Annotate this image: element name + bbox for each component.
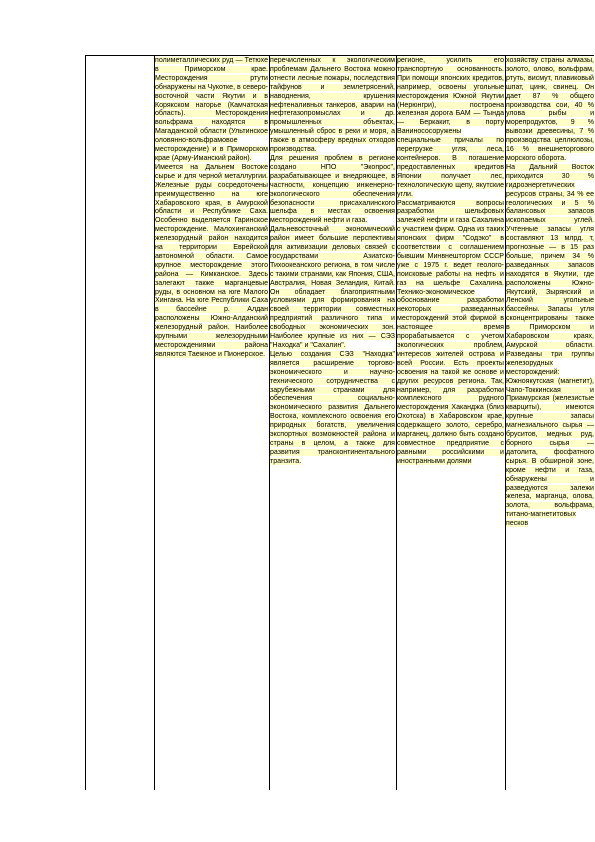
table-top-border [85,55,594,56]
text-column-3 [397,57,504,792]
column-text: хозяйству страны алмазы, золото, олово, вольфрам, ртуть, висмут, плавиковый шпат, цинк, свинец. Он дает 87 % общего производства сои, 40 % улова рыбы и морепродуктов, 9 % вывозки древесины, 7 % производства целлюлозы, 16 % внешнеторгового морского оборота. На Дальний Восток приходится 30 % гидроэнергетических ресурсов страны, 34 % ее геологических и 5 % балансовых запасов ископаемых углей. Учтенные запасы угля составляют 13 млрд. т, прогнозные — в 15 раз больше, причем 34 % разведанных запасов находятся в Якутии, где расположены Южно-Якутский, Зырянский и Ленский угольные бассейны. Запасы угля сконцентрированы также в Приморском и Хабаровском краях, Амурской области. Разведаны три группы железорудных месторождений: Южноякутская (магнетит), Чапо-Токкинская и Приамурская (железистые кварциты), имеются крупные запасы магнезиального сырья — бруситов, медных руд, борного сырья — датолита, фосфатного сырья. В обширной зоне, кроме нефти и газа, обнаружены и разведуются залежи железа, марганца, олова, золота, вольфрама, титано-магнетитовых песков [506,57,594,528]
column-text: перечисленных к экологическим проблемам Дальнего Востока можно отнести лесные пожары, последствия тайфунов и землетрясений, наводнения, крушения нефтеналивных танкеров, аварии на нефтегазопромыслах и др. промышленных объектах, умышленный сброс в реки и моря, а также в атмосферу вредных отходов производства. Для решения проблем в регионе создано НПО "Экопрос", разрабатывающее и внедряющее, в частности, концепцию инженерно-экологического обеспечения безопасности присахалинского шельфа в местах освоения месторождений нефти и газа. Дальневосточный экономический район имеет большие перспективы для активизации деловых связей с государствами Азиатско-Тихоокеанского региона, в том числе с такими странами, как Япония, США, Австралия, Новая Зеландия, Китай. Он обладает благоприятными условиями для формирования на своей территории совместных предприятий различного типа и свободных экономических зон. Наиболее крупные из них — СЭЗ "Находка" и "Сахалин". Целью создания СЭЗ "Находка" является расширение торгово-экономического и научно-технического сотрудничества с зарубежными странами для обеспечения социально-экономического развития Дальнего Востока, комплексного освоения его природных богатств, увеличения экспортных возможностей района и страны в целом, а также для развития трансконтинентального транзита. [270,57,395,465]
column-text: полиметаллических руд — Тетюхе в Приморском крае. Месторождения ртути обнаружены на Чукотке, в северо-восточной части Якутии и в Корякском нагорье (Камчатская область). Месторождения вольфрама находятся в Магаданской области (Ультинское оловянно-вольфрамовое месторождение) и в Приморском крае (Арму-Иманский район). Имеется на Дальнем Востоке сырье и для черной металлургии. Железные руды сосредоточены преимущественно на юге Хабаровского края, в Амурской области и Республике Саха. Особенно выделяется Гаринское месторождение. Малохинганский железорудный район находится на территории Еврейской автономной области. Самое крупное месторождение этого района — Кимканское. Здесь залегают также марганцевые руды, в основном на юге Малого Хингана. На юге Республики Саха в бассейне р. Алдан расположены Южно-Алданский железорудный район. Наиболее крупными железорудными месторождениями района являются Таежное и Пионерское. [155,57,268,358]
text-column-2 [270,57,395,612]
text-column-1 [155,57,268,602]
column-divider [85,55,86,790]
text-column-4 [506,57,594,682]
column-text: регионе, усилить его транспортную основанность. При помощи японских кредитов, например, освоены угольные месторождения Южной Якутии (Нерюнгри), построена железная дорога БАМ — Тында — Беркакит, в порту Ванинососоружены специальные причалы по перегрузке угля, леса, контейнеров. В погашение предоставленных кредитов Японии получает лес, технологическую щепу, якутские угли. Рассматриваются вопросы разработки шельфовых залежей нефти и газа Сахалина с участием фирм. Одна из таких японских фирм "Содэко" в соответствии с соглашением бывшим Минвнешторгом СССР уже с 1975 г. ведет геолого-поисковые работы на нефть и газ на шельфе Сахалина. Технико-экономическое обоснование разработки некоторых разведанных месторождений этой фирмой в настоящее время прорабатывается с учетом экологических проблем, интересов жителей острова и всей России. Есть проекты освоения на такой же основе и других ресурсов региона. Так, например, для разработки комплексного рудного месторождения Хаканджа (близ Охотска) в Хабаровском крае, содержащего золото, серебро, марганец, должно быть создано совместное предприятие с равными российскими и иностранными долями [397,57,504,465]
